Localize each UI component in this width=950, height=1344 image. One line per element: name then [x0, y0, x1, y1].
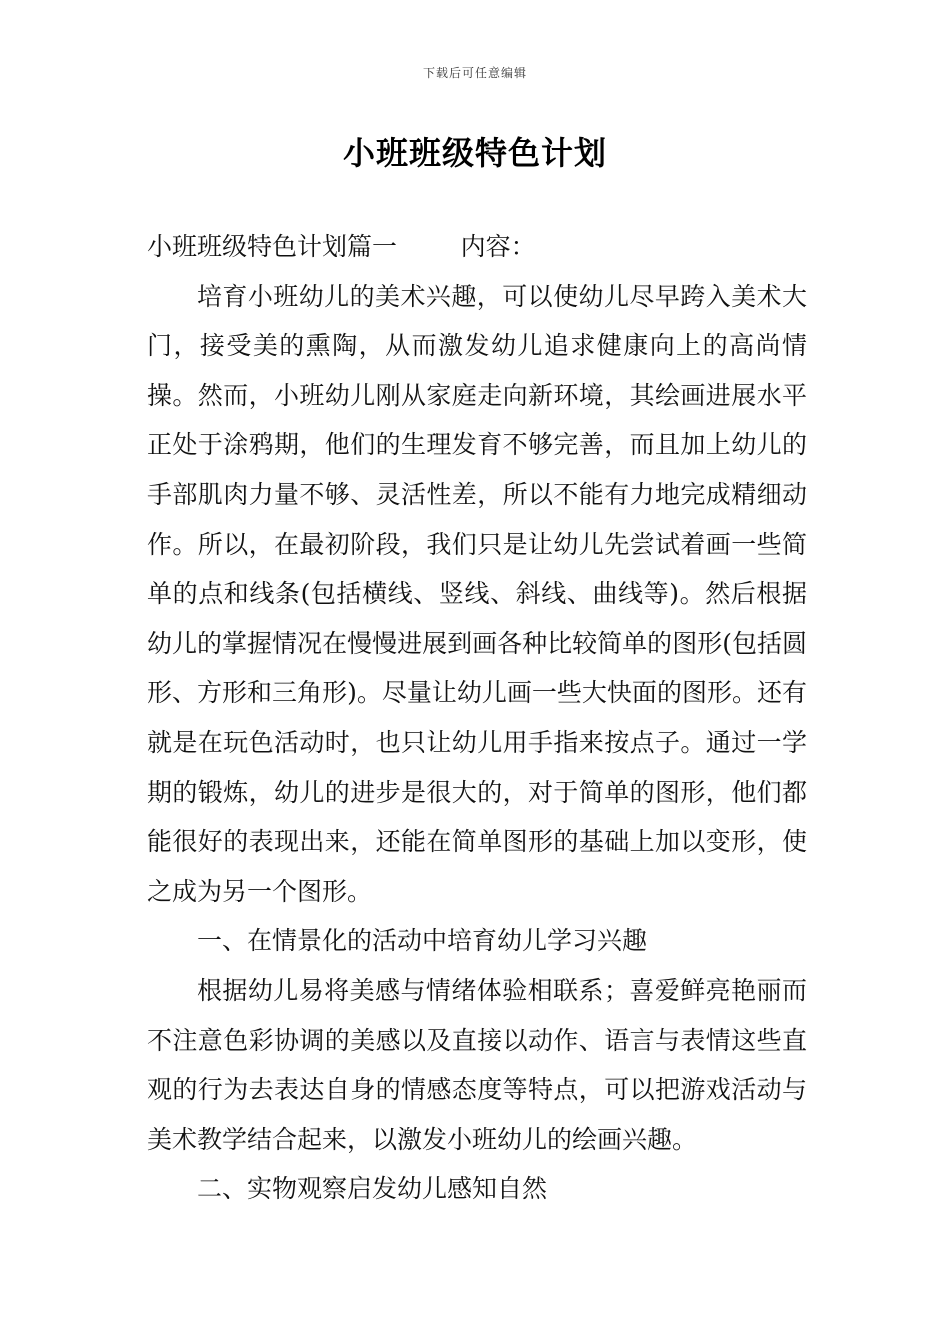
document-title: 小班班级特色计划 [342, 134, 607, 172]
header-note: 下载后可任意编辑 [422, 66, 527, 80]
document-body [147, 222, 807, 1214]
paragraph-intro: 培育小班幼儿的美术兴趣，可以使幼儿尽早跨入美术大门，接受美的熏陶，从而激发幼儿追求健康向上的高尚情操。然而，小班幼儿刚从家庭走向新环境，其绘画进展水平正处于涂鸦期，他们的生理发育不够完善，而且加上幼儿的手部肌肉力量不够、灵活性差，所以不能有力地完成精细动作。所以，在最初阶段，我们只是让幼儿先尝试着画一些简单的点和线条(包括横线、竖线、斜线、曲线等)。然后根据幼儿的掌握情况在慢慢进展到画各种比较简单的图形(包括圆形、方形和三角形)。尽量让幼儿画一些大快面的图形。还有就是在玩色活动时，也只让幼儿用手指来按点子。通过一学期的锻炼，幼儿的进步是很大的，对于简单的图形，他们都能很好的表现出来，还能在简单图形的基础上加以变形，使之成为另一个图形。 [147, 281, 807, 906]
paragraph-section-1: 根据幼儿易将美感与情绪体验相联系；喜爱鲜亮艳丽而不注意色彩协调的美感以及直接以动作、语言与表情这些直观的行为去表达自身的情感态度等特点，可以把游戏活动与美术教学结合起来，以激发小班幼儿的绘画兴趣。 [147, 975, 807, 1154]
section-heading-2: 二、实物观察启发幼儿感知自然 [197, 1174, 548, 1204]
intro-line: 小班班级特色计划篇一 内容： [147, 232, 536, 261]
section-heading-1: 一、在情景化的活动中培育幼儿学习兴趣 [197, 926, 648, 956]
